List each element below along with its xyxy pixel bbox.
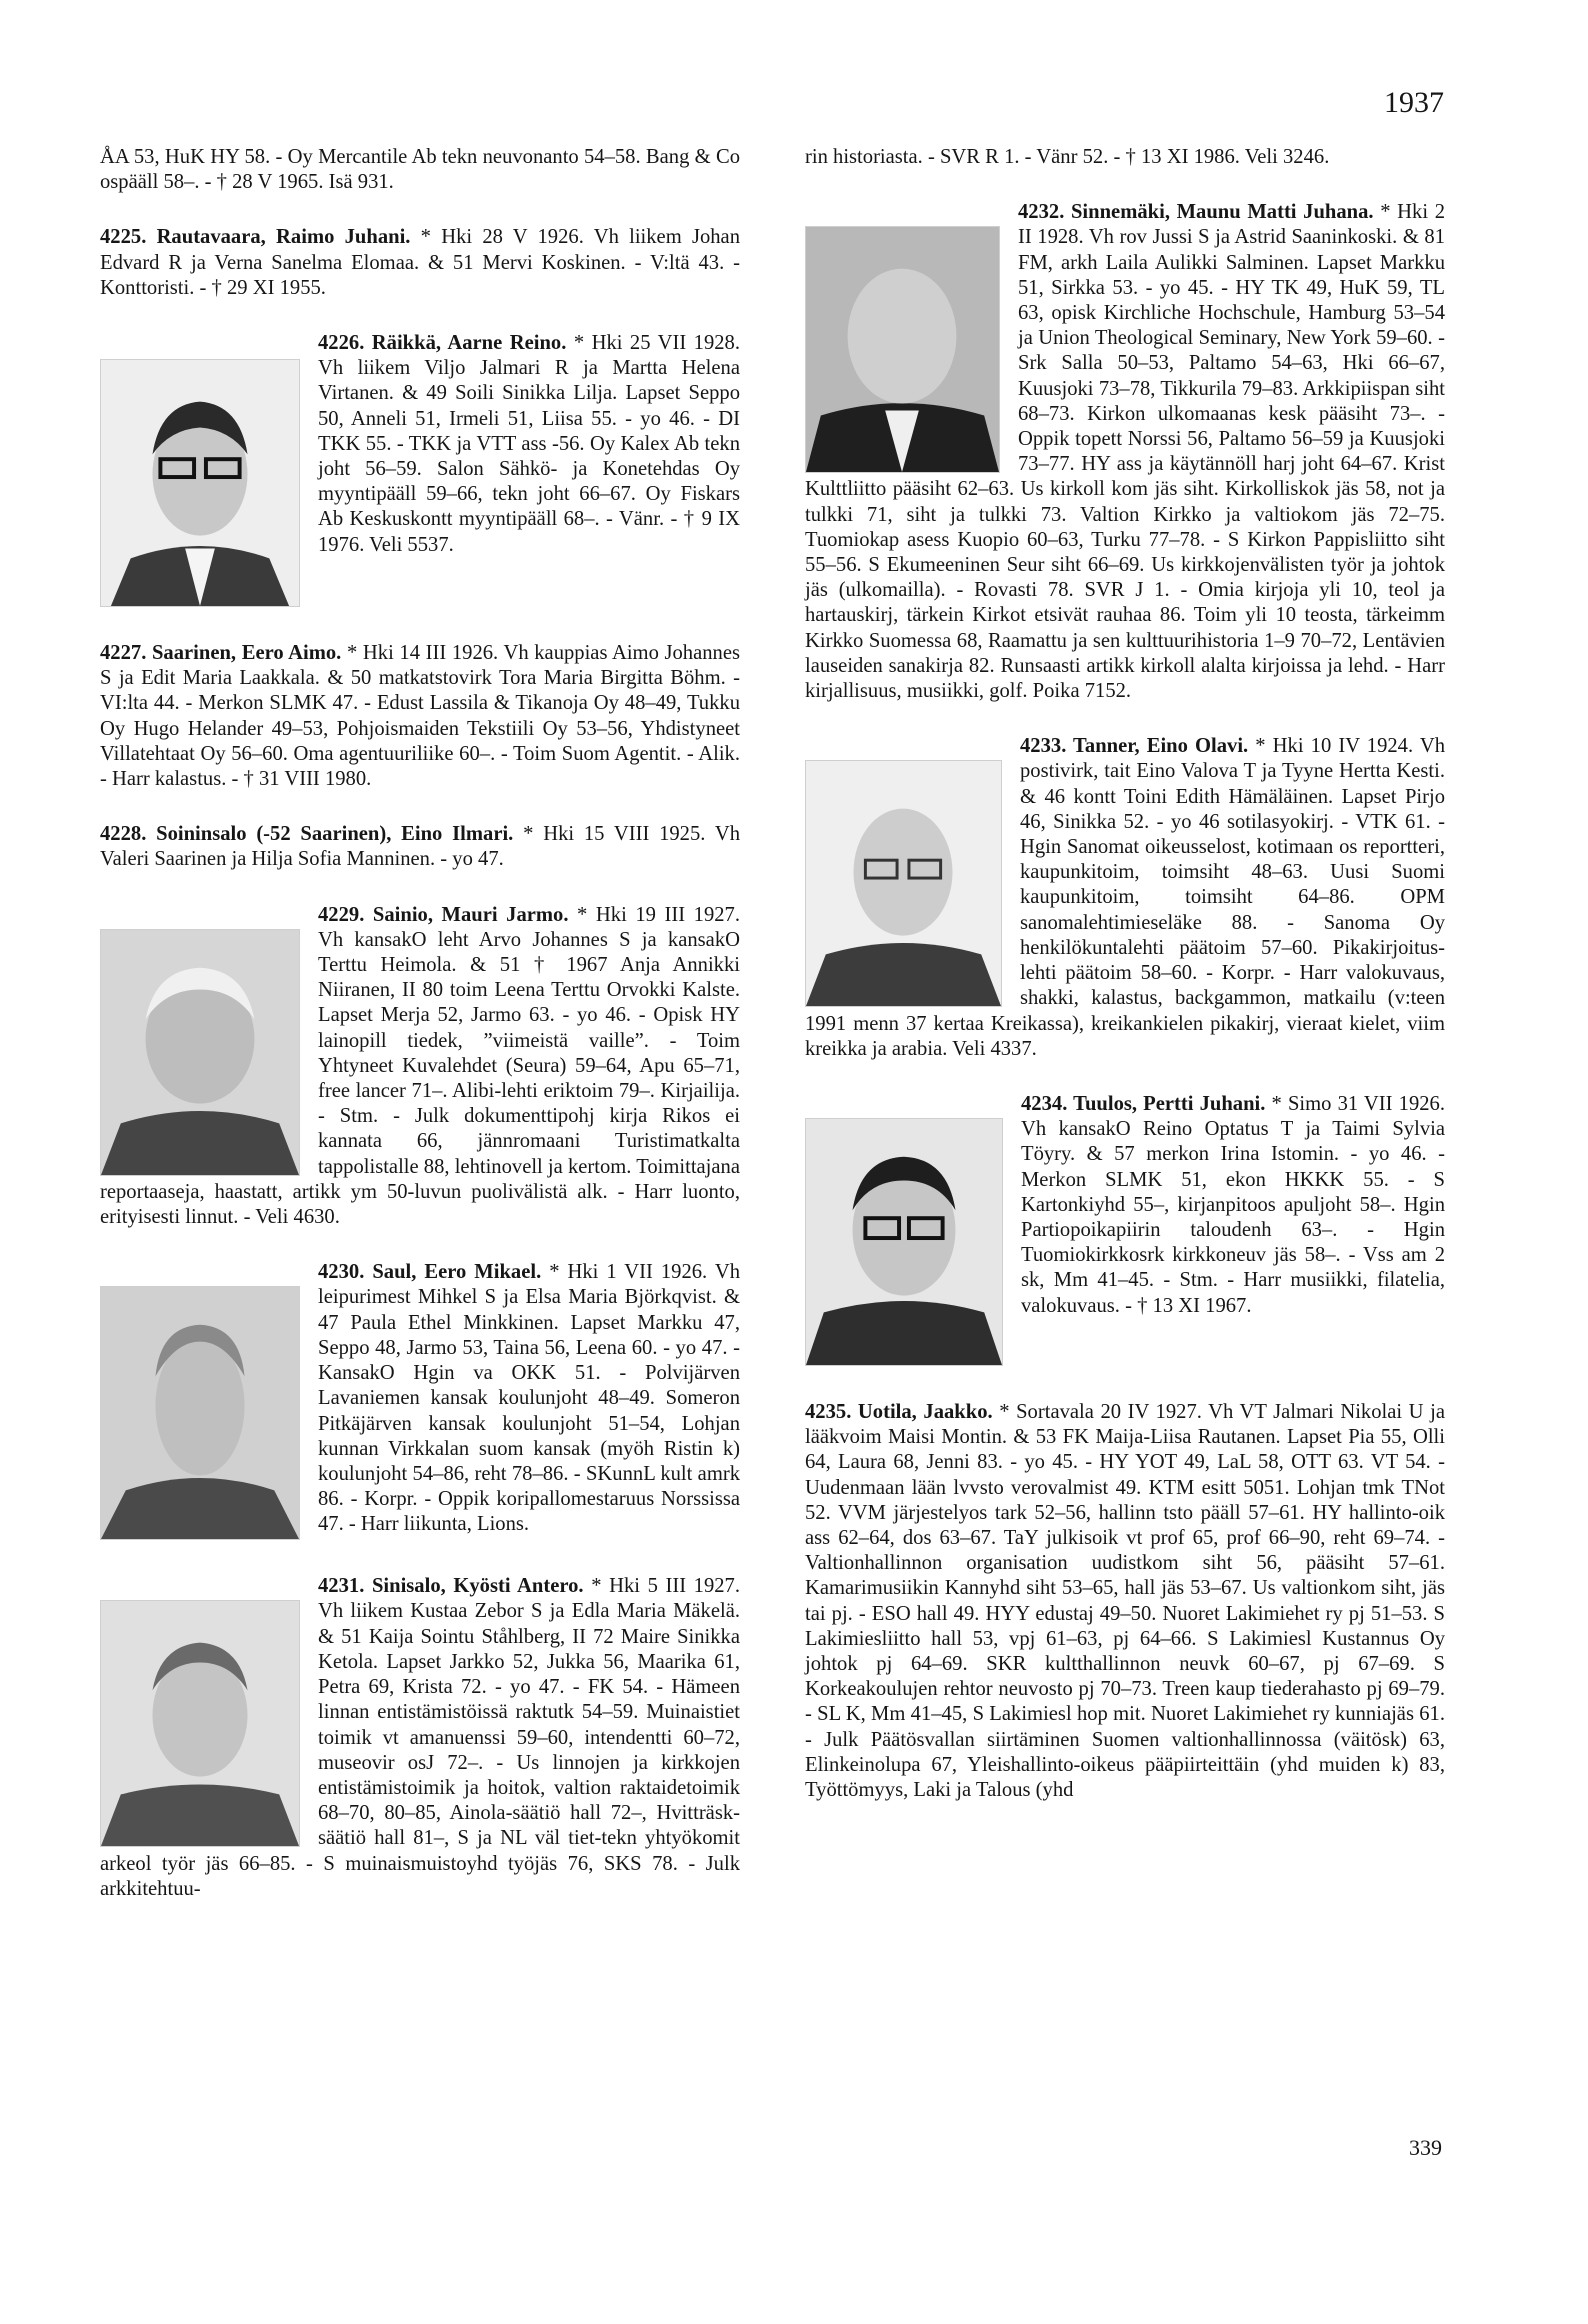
entry-heading: 4235. Uotila, Jaakko. [805, 1400, 993, 1423]
entry-text: * Hki 5 III 1927. Vh liikem Kustaa Zebor S ja Edla Maria Mäkelä. & 51 Kaija Sointu Ståhlberg, II 72 Maire Sinikka Ketola. Lapset Jarkko 52, Jukka 56, Maarika 61, Petra 69, Krista 72. - yo 47. - FK 54. - Hämeen linnan entistämistöissä raktutk 54–59. Muinaistiet toimik vt amanuenssi 59–60, intendentti 60–72, museovir osJ 72–. - Us linnojen ja kirkkojen entistämistoimik ja hoitok, valtion raktaidetoimik 68–70, 80–85, Ainola-säätiö hall 72–, Hvitträsk-säätiö hall 81–, S ja NL väl tiet-tekn yhtyökomit arkeol työr jäs 66–85. - S muinaismuistoyhd työjäs 76, SKS 78. - Julk arkkitehtuu- [100, 1575, 741, 1900]
entry-text: * Hki 10 IV 1924. Vh postivirk, tait Eino Valova T ja Tyyne Hertta Kesti. & 46 kontt Toini Edith Hämäläinen. Lapset Pirjo 46, Sinikka 52. - yo 46 sotilasyokirj. - VTK 61. - Hgin Sanomat oikeusselost, kotimaan os reportteri, kaupunkitoim, toimsiht 48–63. Uusi Suomi kaupunkitoim, toimsiht 64–86. OPM sanomalehtimieseläke 88. - Sanoma Oy henkilökuntalehti päätoim 57–60. Pikakirjoitus-lehti päätoim 58–60. - Korpr. - Harr valokuvaus, shakki, kalastus, backgammon, matkailu (v:teen 1991 menn 37 kertaa Kreikassa), kreikankielen pikakirj, vieraat kielet, viim kreikka ja arabia. Veli 4337. [805, 735, 1445, 1060]
entry-text: * Hki 14 III 1926. Vh kauppias Aimo Johannes S ja Edit Maria Laakkala. & 50 matkatstovirk Tora Maria Birgitta Böhm. - VI:lta 44. - Merkon SLMK 47. - Edust Lassila & Tikanoja Oy 48–49, Tukku Oy Hugo Helander 49–53, Pohjoismaiden Tekstiili Oy 53–56, Yhdistyneet Villatehtaat Oy 56–60. Oma agentuuriliike 60–. - Toim Suom Agentit. - Alik. - Harr kalastus. - † 31 VIII 1980. [100, 642, 740, 791]
entry-text: * Hki 15 VIII 1925. Vh Valeri Saarinen ja Hilja Sofia Manninen. - yo 47. [100, 823, 740, 871]
entry-text: * Hki 19 III 1927. Vh kansakO leht Arvo Johannes S ja kansakO Terttu Heimola. & 51 † 1967 Anja Annikki Niiranen, II 80 toim Leena Terttu Orvokki Kalste. Lapset Merja 52, Jarmo 63. - yo 46. - Opisk HY lainopill tiedek, ”viimeistä vaille”. - Toim Yhtyneet Kuvalehdet (Seura) 59–64, Apu 65–71, free lancer 71–. Alibi-lehti eriktoim 79–. Kirjailija. - Stm. - Julk dokumenttipohj kirja Rikos ei kannata 66, jännromaani Turistimatkalta tappolistalle 88, lehtinovell ja kertom. Toimittajana reportaaseja, haastatt, artikk ym 50-luvun puolivälistä alk. - Harr luonto, erityisesti linnut. - Veli 4630. [100, 903, 740, 1229]
entry-heading: 4233. Tanner, Eino Olavi. [1020, 735, 1249, 758]
entry-continuation-right: rin historiasta. - SVR R 1. - Vänr 52. - † 13 XI 1986. Veli 3246. [805, 146, 1330, 168]
entry-heading: 4227. Saarinen, Eero Aimo. [100, 642, 342, 665]
portrait-photo [100, 1600, 300, 1847]
entry-heading: 4225. Rautavaara, Raimo Juhani. [100, 226, 411, 249]
portrait-photo [805, 226, 1000, 473]
entry-text: * Hki 2 II 1928. Vh rov Jussi S ja Astrid Saaninkoski. & 81 FM, arkh Laila Aulikki Salminen. Lapset Markku 51, Sirkka 53. - yo 45. - HY TK 49, HuK 59, TL 63, opisk Kirchliche Hochschule, Hamburg 53–54 ja Union Theological Seminary, New York 59–60. - Srk Salla 50–53, Paltamo 54–63, Hki 66–67, Kuusjoki 73–78, Tikkurila 79–83. Arkkipiispan siht 68–73. Kirkon ulkomaanas kesk pääsiht 73–. - Oppik topett Norssi 56, Paltamo 56–59 ja Kuusjoki 73–77. HY ass ja käytännöll harj joht 64–67. Krist Kulttliitto pääsiht 62–63. Us kirkoll kom jäs siht. Kirkolliskok jäs 58, not ja tulkki 71, siht ja tulkki 73. Valtion Kirkko ja valtiokom jäs 72–75. Tuomiokap asess Kuopio 60–63, Turku 77–78. - S Kirkon Pappisliitto siht 55–56. S Ekumeeninen Seur siht 66–69. Us kirkkojenvälisten työr ja johtok jäs (ulkomailla). - Rovasti 78. SVR J 1. - Omia kirjoja yli 10, teol ja hartauskirj, tärkein Kirkot etsivät rauhaa 86. Toim yli 10 teosta, tärkeimm Kirkko Suomessa 68, Raamattu ja sen kulttuurihistoria 1–9 70–72, Lentävien lauseiden sanakirja 82. Runsaasti artikk kirkoll alalta kirjoissa ja lehd. - Harr kirjallisuus, musiikki, golf. Poika 7152. [805, 201, 1445, 703]
page-number: 339 [1409, 2135, 1442, 2160]
entry-4228 [100, 822, 740, 872]
entry-4227 [100, 641, 740, 792]
entry-4225 [100, 225, 740, 301]
portrait-photo [805, 760, 1002, 1007]
entry-heading: 4231. Sinisalo, Kyösti Antero. [318, 1575, 584, 1598]
entry-continuation-left: ÅA 53, HuK HY 58. - Oy Mercantile Ab tekn neuvonanto 54–58. Bang & Co ospääll 58–. - † 28 V 1965. Isä 931. [100, 146, 740, 194]
right-column [805, 145, 1445, 1833]
page-year: 1937 [1384, 86, 1444, 119]
entry-text: * Hki 1 VII 1926. Vh leipurimest Mihkel S ja Elsa Maria Björkqvist. & 47 Paula Ethel Minkkinen. Lapset Markku 47, Seppo 48, Jarmo 53, Taina 56, Leena 60. - yo 47. - KansakO Hgin va OKK 51. - Polvijärven Lavaniemen kansak koulunjoht 48–49. Someron Pitkäjärven kansak koulunjoht 51–54, Lohjan kunnan Virkkalan suom kansak (myöh Ristin k) koulunjoht 54–86, reht 78–86. - SKunnL kult amrk 86. - Korpr. - Oppik koripallomestaruus Norssissa 47. - Harr liikunta, Lions. [318, 1261, 740, 1536]
entry-4234 [805, 1092, 1445, 1370]
entry-heading: 4230. Saul, Eero Mikael. [318, 1261, 542, 1284]
entry-4231 [100, 1574, 740, 1902]
portrait-photo [100, 929, 300, 1176]
portrait-photo [100, 1286, 300, 1540]
entry-heading: 4228. Soininsalo (-52 Saarinen), Eino Ilmari. [100, 823, 514, 846]
entry-4230 [100, 1260, 740, 1544]
entry-heading: 4229. Sainio, Mauri Jarmo. [318, 903, 569, 926]
portrait-photo [100, 359, 300, 607]
entry-heading: 4232. Sinnemäki, Maunu Matti Juhana. [1018, 201, 1374, 224]
entry-text: * Hki 28 V 1926. Vh liikem Johan Edvard R ja Verna Sanelma Elomaa. & 51 Mervi Koskinen. - V:ltä 43. - Konttoristi. - † 29 XI 1955. [100, 226, 740, 299]
entry-heading: 4234. Tuulos, Pertti Juhani. [1021, 1092, 1266, 1115]
entry-4233 [805, 734, 1445, 1062]
portrait-photo [805, 1118, 1003, 1366]
entry-heading: 4226. Räikkä, Aarne Reino. [318, 332, 567, 355]
entry-4235 [805, 1400, 1445, 1803]
entry-text: * Simo 31 VII 1926. Vh kansakO Reino Optatus T ja Taimi Sylvia Töyry. & 57 merkon Irina Istomin. - yo 46. - Merkon SLMK 51, ekon HKKK 55. - S Kartonkiyhd 55–, kirjanpitoos apuljoht 58–. Hgin Partiopoikapiirin taloudenh 63–. - Hgin Tuomiokirkkosrk kirkkoneuv jäs 58–. - Vss am 2 sk, Mm 41–45. - Stm. - Harr musiikki, filatelia, valokuvaus. - † 13 XI 1967. [1021, 1092, 1445, 1317]
entry-text: * Hki 25 VII 1928. Vh liikem Viljo Jalmari R ja Martta Helena Virtanen. & 49 Soili Sinikka Lilja. Lapset Seppo 50, Anneli 51, Irmeli 51, Liisa 55. - yo 46. - DI TKK 55. - TKK ja VTT ass -56. Oy Kalex Ab tekn joht 56–59. Salon Sähkö- ja Konetehdas Oy myyntipääll 59–66, tekn joht 66–67. Oy Fiskars Ab Keskuskontt myyntipääll 68–. - Vänr. - † 9 IX 1976. Veli 5537. [318, 332, 740, 556]
entry-4232 [805, 200, 1445, 704]
entry-4226 [100, 331, 740, 611]
entry-text: * Sortavala 20 IV 1927. Vh VT Jalmari Nikolai U ja lääkvoim Maisi Montin. & 53 FK Maija-Liisa Rautanen. Lapset Pia 55, Olli 64, Laura 68, Jenni 83. - yo 45. - HY YOT 49, LaL 58, OTT 63. VT 54. - Uudenmaan lään lvvsto verovalmist 49. KTM esitt 5051. Lohjan tmk TNot 52. VVM järjestelyos tark 52–56, hallinn tsto pääll 57–61. HY hallinto-oik ass 62–64, dos 63–67. TaY julkisoik vt prof 65, prof 66–90, reht 69–74. - Valtionhallinnon organisation uudistkom siht 56, pääsiht 57–61. Kamarimusiikin Kannyhd siht 53–65, hall jäs 53–67. Us valtionkom siht, jäs tai pj. - ESO hall 49. HYY edustaj 49–50. Nuoret Lakimiehet ry pj 51–53. S Lakimiesliitto hall 53, vpj 61–63, pj 64–66. S Lakimiesl Kustannus Oy johtok pj 64–69. SKR kultthallinnon neuvk 60–67, pj 67–69. S Korkeakoulujen rehtor neuvosto pj 70–73. Treen kaup tiederahasto pj 69–79. - SL K, Mm 41–45, S Lakimiesl hop mit. Nuoret Lakimiehet ry kunniajäs 61. - Julk Päätösvallan siirtäminen Suomen valtionhallinnossa (väitösk) 63, Elinkeinolupa 67, Yleishallinto-oikeus pääpiirteittäin (yhd muiden k) 83, Työttömyys, Laki ja Talous (yhd [805, 1400, 1445, 1801]
entry-4229 [100, 903, 740, 1231]
left-column [100, 145, 740, 1932]
